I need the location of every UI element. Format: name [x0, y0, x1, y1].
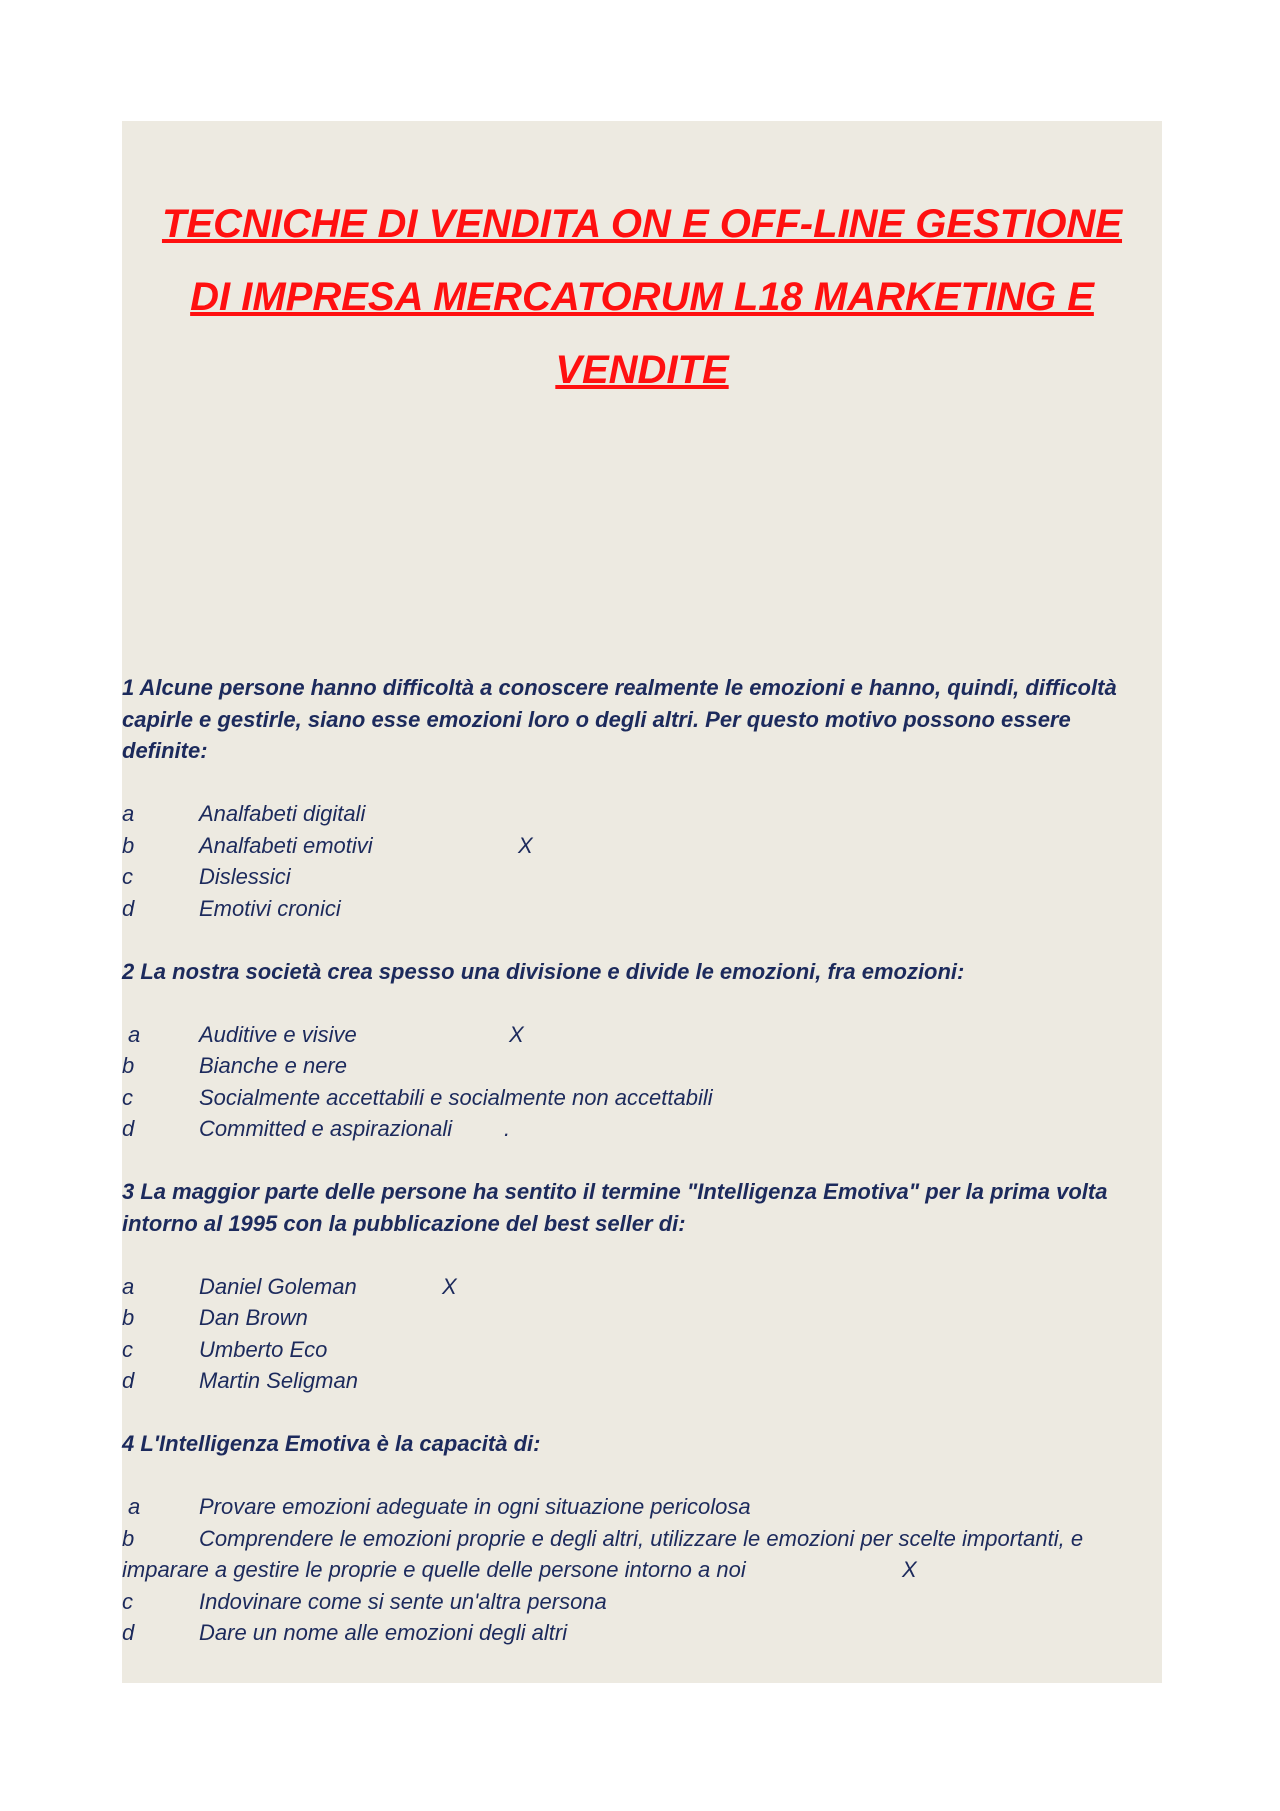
option-text: Dare un nome alle emozioni degli altri	[199, 1620, 568, 1645]
option-text: Umberto Eco	[199, 1336, 328, 1362]
option-letter: c	[122, 864, 133, 889]
option-c	[122, 861, 1162, 893]
option-text: Bianche e nere	[199, 1053, 347, 1078]
option-letter: c	[122, 1084, 133, 1110]
answer-mark: X	[518, 832, 533, 858]
option-c	[122, 1586, 1162, 1618]
question-2	[122, 956, 1162, 988]
option-text: Comprendere le emozioni proprie e degli altri, utilizzare le emozioni per scelte importanti, e	[199, 1525, 1084, 1551]
option-letter: a	[128, 1021, 141, 1047]
option-c	[122, 1082, 1162, 1114]
quiz-content	[122, 672, 1162, 1649]
option-b	[122, 830, 1162, 862]
answer-mark: .	[504, 1116, 511, 1141]
question-4	[122, 1428, 1162, 1460]
option-text: Analfabeti digitali	[199, 801, 366, 826]
option-d	[122, 893, 1162, 925]
option-text: Socialmente accettabili e socialmente non accettabili	[199, 1084, 713, 1110]
question-text: capirle e gestirle, siano esse emozioni loro o degli altri. Per questo motivo possono essere	[122, 706, 1071, 732]
document-title	[122, 188, 1162, 407]
option-letter: b	[122, 1525, 135, 1551]
option-letter: d	[122, 1620, 135, 1645]
option-letter: b	[122, 1053, 135, 1078]
option-letter: c	[122, 1588, 133, 1614]
option-text: Dislessici	[199, 864, 291, 889]
question-text: 3 La maggior parte delle persone ha sentito il termine "Intelligenza Emotiva" per la prima volta	[122, 1179, 1108, 1204]
option-text: Analfabeti emotivi	[199, 832, 373, 858]
option-text: Auditive e visive	[199, 1021, 357, 1047]
answer-mark: X	[509, 1021, 524, 1047]
option-d	[122, 1365, 1162, 1397]
option-a	[122, 798, 1162, 830]
question-3	[122, 1176, 1162, 1239]
option-letter: d	[122, 895, 135, 921]
question-1	[122, 672, 1162, 767]
option-letter: a	[122, 801, 135, 826]
answer-mark: X	[442, 1273, 457, 1299]
title-line: TECNICHE DI VENDITA ON E OFF-LINE GESTIONE	[161, 202, 1123, 246]
option-text: Indovinare come si sente un'altra persona	[199, 1588, 607, 1614]
question-text: 1 Alcune persone hanno difficoltà a conoscere realmente le emozioni e hanno, quindi, difficoltà	[122, 675, 1117, 700]
option-a	[122, 1491, 1162, 1523]
option-text: Committed e aspirazionali	[199, 1116, 453, 1141]
option-b	[122, 1523, 1162, 1555]
option-text: Martin Seligman	[199, 1368, 358, 1393]
question-text: 2 La nostra società crea spesso una divisione e divide le emozioni, fra emozioni:	[122, 958, 965, 984]
option-a	[122, 1271, 1162, 1303]
option-text: Emotivi cronici	[199, 895, 341, 921]
option-letter: c	[122, 1336, 133, 1362]
title-line: DI IMPRESA MERCATORUM L18 MARKETING E	[190, 275, 1094, 319]
option-letter: b	[122, 1305, 135, 1330]
question-text: intorno al 1995 con la pubblicazione del best seller di:	[122, 1210, 686, 1236]
option-b	[122, 1302, 1162, 1334]
option-d	[122, 1617, 1162, 1649]
option-letter: b	[122, 832, 135, 858]
option-letter: a	[128, 1494, 141, 1519]
option-text: Dan Brown	[199, 1305, 308, 1330]
question-text: 4 L'Intelligenza Emotiva è la capacità di:	[122, 1431, 541, 1456]
option-letter: a	[122, 1273, 135, 1299]
option-b	[122, 1050, 1162, 1082]
title-line: VENDITE	[555, 348, 729, 392]
answer-mark: X	[902, 1557, 917, 1582]
option-d	[122, 1113, 1162, 1145]
option-b-continuation	[122, 1554, 1162, 1586]
option-letter: d	[122, 1368, 135, 1393]
option-text: Daniel Goleman	[199, 1273, 357, 1299]
question-text: definite:	[122, 738, 208, 763]
option-text-continuation: imparare a gestire le proprie e quelle delle persone intorno a noi	[122, 1557, 746, 1582]
option-c	[122, 1334, 1162, 1366]
option-a	[122, 1019, 1162, 1051]
option-text: Provare emozioni adeguate in ogni situazione pericolosa	[199, 1494, 751, 1519]
option-letter: d	[122, 1116, 135, 1141]
